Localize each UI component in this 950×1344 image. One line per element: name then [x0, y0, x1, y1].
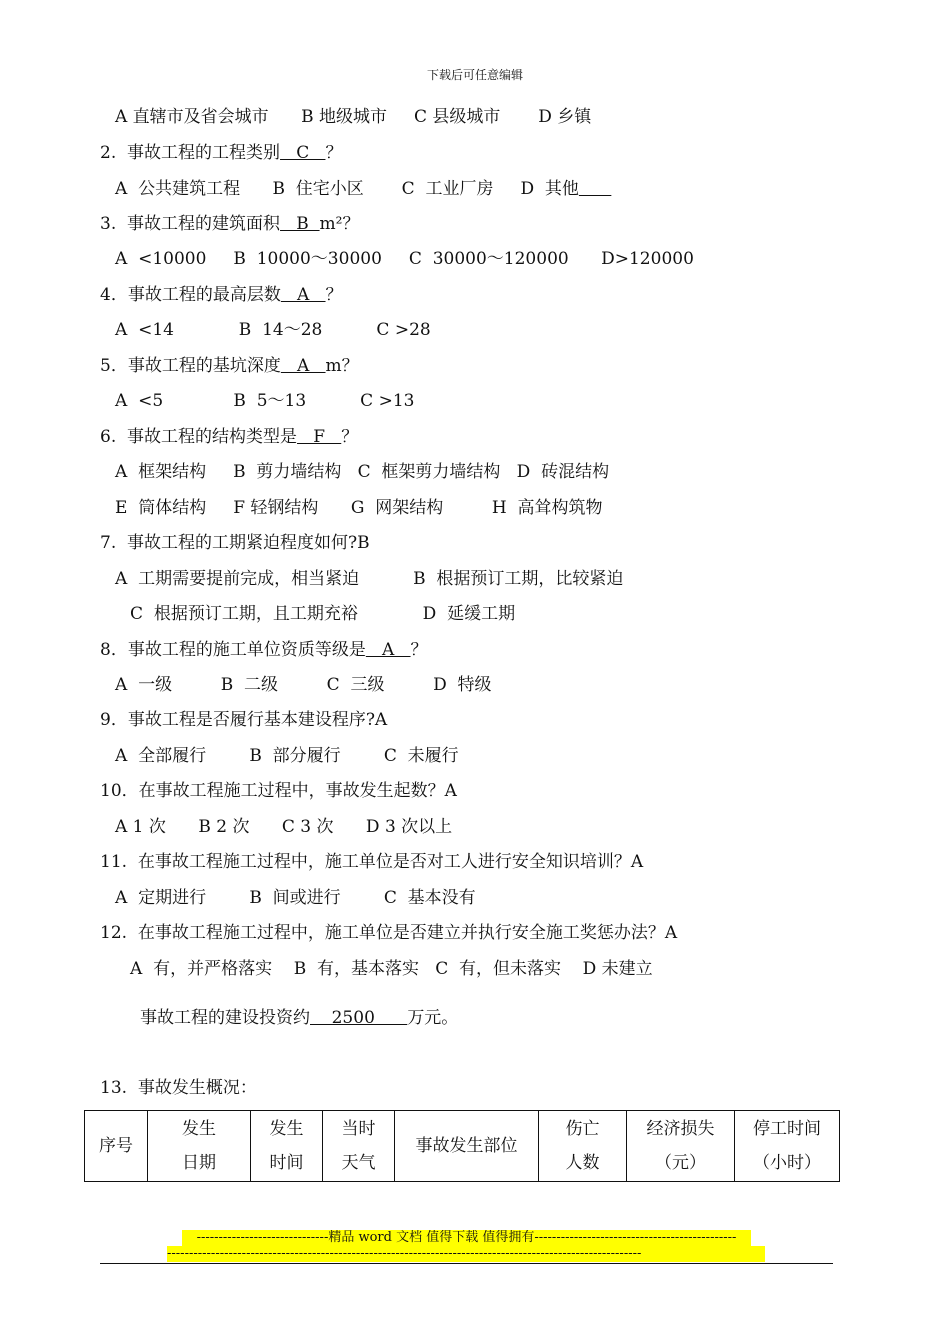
line-q8: [100, 639, 428, 661]
line-q7: [100, 532, 370, 554]
line-q13: [100, 1077, 257, 1099]
header-cell-date: 发生 日期: [148, 1111, 251, 1182]
line-text: 11. 在事故工程施工过程中，施工单位是否对工人进行安全知识培训？A: [100, 852, 644, 872]
line-text: A 公共建筑工程 B 住宅小区 C 工业厂房 D 其他: [115, 179, 579, 199]
footer-banner: ------------------------------精品 word 文档 值得下载 值得拥有----------------------------------------------: [182, 1230, 751, 1246]
line-q10-options: [115, 816, 452, 838]
header-cell-stoppage: 停工时间 （小时）: [735, 1111, 840, 1182]
line-q9-options: [115, 745, 459, 767]
answer-blank: F: [297, 427, 342, 447]
line-q5: [100, 355, 359, 377]
line-q9: [100, 709, 387, 731]
line-q1-options: [115, 106, 591, 128]
line-text: ？: [410, 640, 428, 660]
line-text: A 一级 B 二级 C 三级 D 特级: [115, 675, 492, 695]
line-text: m²？: [319, 214, 360, 234]
line-text: A 直辖市及省会城市 B 地级城市 C 县级城市 D 乡镇: [115, 107, 592, 127]
line-q6-options-b: [115, 497, 603, 519]
line-text: 7. 事故工程的工期紧迫程度如何?B: [100, 533, 370, 553]
answer-blank: [579, 179, 611, 199]
line-q2-options: [115, 178, 611, 200]
line-text: A 1 次 B 2 次 C 3 次 D 3 次以上: [115, 817, 453, 837]
header-cell-index: 序号: [85, 1111, 148, 1182]
line-text: A 全部履行 B 部分履行 C 未履行: [115, 746, 459, 766]
line-text: 5．事故工程的基坑深度: [100, 356, 281, 376]
line-text: C 根据预订工期，且工期充裕 D 延缓工期: [130, 604, 516, 624]
line-q11-options: [115, 887, 476, 909]
line-text: 事故工程的建设投资约: [140, 1008, 310, 1028]
line-q2: [100, 142, 342, 164]
line-text: A <10000 B 10000～30000 C 30000～120000 D>120000: [115, 249, 694, 269]
table-header-row: [85, 1111, 840, 1182]
line-q11: [100, 851, 643, 873]
bottom-rule: [100, 1263, 833, 1264]
accident-overview-table: [84, 1110, 840, 1182]
line-text: 6. 事故工程的结构类型是: [100, 427, 298, 447]
line-text: A <14 B 14～28 C >28: [115, 320, 431, 340]
header-cell-weather: 当时 天气: [323, 1111, 395, 1182]
line-q12: [100, 922, 677, 944]
line-q3: [100, 213, 359, 235]
line-text: A 定期进行 B 间或进行 C 基本没有: [115, 888, 476, 908]
header-cell-loss: 经济损失 （元）: [627, 1111, 735, 1182]
line-text: 13. 事故发生概况：: [100, 1078, 257, 1098]
line-text: E 筒体结构 F 轻钢结构 G 网架结构 H 高耸构筑物: [115, 498, 603, 518]
line-text: 万元。: [407, 1008, 459, 1028]
line-text: A 有，并严格落实 B 有，基本落实 C 有，但未落实 D 未建立: [130, 959, 653, 979]
line-text: 9．事故工程是否履行基本建设程序?A: [100, 710, 388, 730]
line-text: 8．事故工程的施工单位资质等级是: [100, 640, 366, 660]
line-q4-options: [115, 319, 431, 341]
line-q3-options: [115, 248, 694, 270]
answer-blank: 2500: [310, 1008, 408, 1028]
line-text: 12. 在事故工程施工过程中，施工单位是否建立并执行安全施工奖惩办法？A: [100, 923, 678, 943]
line-q12-options: [130, 958, 653, 980]
line-text: A 框架结构 B 剪力墙结构 C 框架剪力墙结构 D 砖混结构: [115, 462, 610, 482]
answer-blank: A: [280, 356, 326, 376]
line-q10: [100, 780, 457, 802]
line-q6-options-a: [115, 461, 609, 483]
line-text: 4．事故工程的最高层数: [100, 285, 281, 305]
line-q6: [100, 426, 358, 448]
page-header: 下载后可任意编辑: [426, 68, 523, 82]
answer-blank: C: [280, 143, 326, 163]
line-q7-options-a: [115, 568, 623, 590]
header-cell-casualties: 伤亡 人数: [539, 1111, 627, 1182]
line-text: ？: [341, 427, 359, 447]
line-text: A 工期需要提前完成，相当紧迫 B 根据预订工期，比较紧迫: [115, 569, 624, 589]
answer-blank: A: [280, 285, 326, 305]
footer-banner-dashes: ------------------------------------------------------------------------------------------------------------: [167, 1246, 765, 1262]
line-text: 2. 事故工程的工程类别: [100, 143, 281, 163]
answer-blank: B: [280, 214, 320, 234]
line-q7-options-b: [130, 603, 515, 625]
header-cell-location: 事故发生部位: [395, 1111, 539, 1182]
answer-blank: A: [365, 640, 411, 660]
header-cell-time: 发生 时间: [251, 1111, 323, 1182]
line-text: 10．在事故工程施工过程中，事故发生起数？A: [100, 781, 457, 801]
line-q5-options: [115, 390, 414, 412]
line-text: A <5 B 5～13 C >13: [115, 391, 415, 411]
line-text: 3. 事故工程的建筑面积: [100, 214, 281, 234]
line-text: ？: [325, 143, 343, 163]
line-q8-options: [115, 674, 492, 696]
line-q4: [100, 284, 343, 306]
line-text: ？: [325, 285, 343, 305]
line-text: m？: [325, 356, 359, 376]
line-investment: [140, 1007, 458, 1029]
